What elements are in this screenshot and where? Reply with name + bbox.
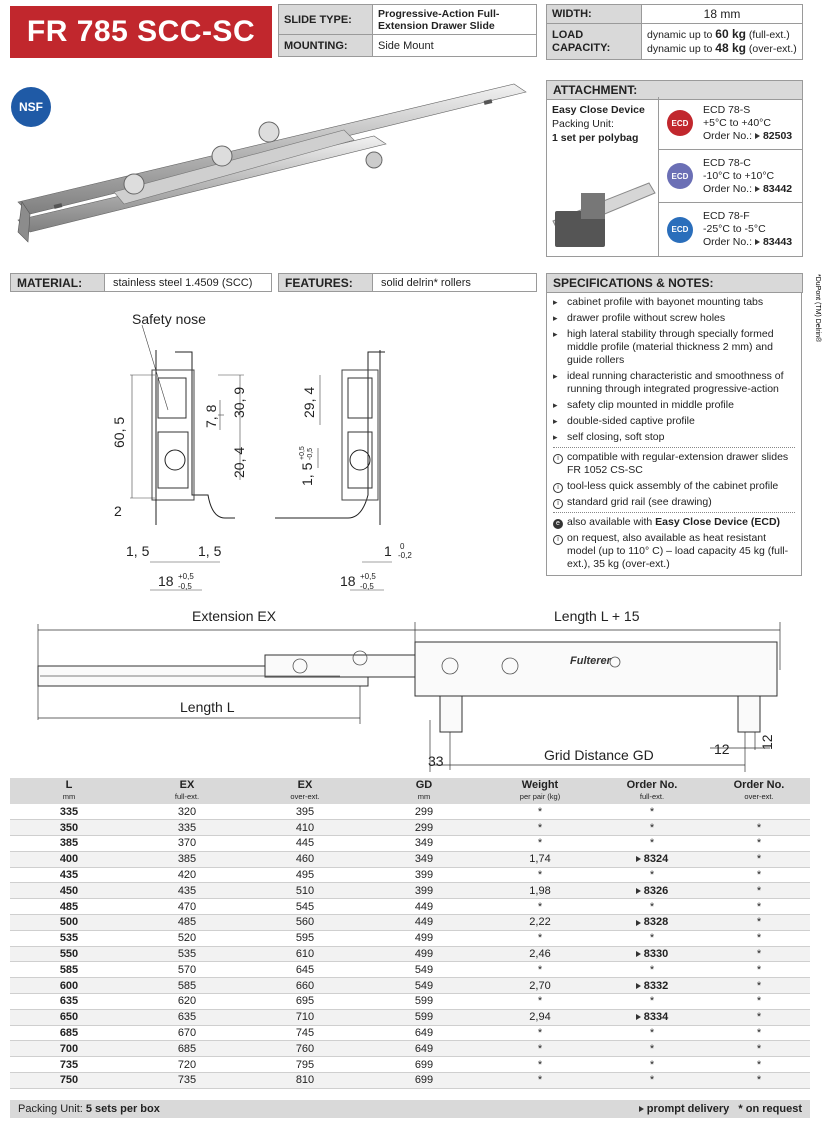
table-cell: 410 [246,820,364,836]
table-footer [10,1100,810,1118]
table-row [10,1025,810,1041]
table-cell: 699 [364,1073,484,1089]
table-cell: * [708,1041,810,1057]
table-cell: 635 [10,994,128,1010]
attachment-panel [546,97,803,257]
table-cell: * [484,1025,596,1041]
table-cell: * [596,867,708,883]
svg-text:33: 33 [428,753,444,769]
table-cell: * [596,994,708,1010]
table-cell: * [484,820,596,836]
spec-bullet: ▸ double-sided captive profile [553,415,695,427]
svg-text:12: 12 [714,741,730,757]
table-cell: 435 [128,883,246,899]
table-cell: 510 [246,883,364,899]
product-image [14,82,538,252]
svg-text:1, 5: 1, 5 [299,462,315,486]
table-cell: 299 [364,804,484,820]
table-cell: 610 [246,946,364,962]
table-row [10,851,810,867]
table-row [10,962,810,978]
table-cell: 720 [128,1057,246,1073]
delrin-footnote [806,270,820,430]
table-cell: 8324 [596,851,708,867]
table-cell: 535 [10,930,128,946]
table-cell: * [484,1041,596,1057]
table-cell: 445 [246,836,364,852]
table-cell: * [596,1025,708,1041]
table-cell: * [708,851,810,867]
table-row [10,1009,810,1025]
features-label: FEATURES: [278,273,373,292]
table-row [10,804,810,820]
table-cell: * [708,994,810,1010]
svg-text:1, 5: 1, 5 [198,543,222,559]
table-cell: 549 [364,962,484,978]
table-cell: 400 [10,851,128,867]
column-header: EX over-ext. [246,778,364,804]
table-cell: * [596,836,708,852]
table-cell: 8334 [596,1009,708,1025]
table-cell: * [596,962,708,978]
table-cell: 399 [364,867,484,883]
ecd-note: e also available with Easy Close Device (ECD) [553,516,795,529]
svg-text:+0,5: +0,5 [360,572,376,581]
table-cell: * [708,883,810,899]
features-value: solid delrin* rollers [373,273,537,292]
table-row [10,1073,810,1089]
material-value: stainless steel 1.4509 (SCC) [105,273,272,292]
svg-text:29, 4: 29, 4 [301,386,317,418]
table-cell: 2,94 [484,1009,596,1025]
column-header: L mm [10,778,128,804]
table-cell: 299 [364,820,484,836]
table-cell: * [708,899,810,915]
table-cell: 2,46 [484,946,596,962]
table-cell: 810 [246,1073,364,1089]
table-cell: 2,70 [484,978,596,994]
svg-text:NSF: NSF [19,100,43,114]
table-row [10,930,810,946]
spec-info: i compatible with regular-extension drawer slides FR 1052 CS-SC [553,451,795,477]
ecd-temp: -25°C to -5°C [703,223,766,235]
table-cell: 499 [364,946,484,962]
svg-text:Fulterer: Fulterer [570,655,611,667]
load-label: LOAD CAPACITY: [547,24,642,60]
table-cell: 1,74 [484,851,596,867]
table-cell: * [708,836,810,852]
table-cell: 8330 [596,946,708,962]
column-header: Weight per pair (kg) [484,778,596,804]
table-cell: 560 [246,915,364,931]
ecd-order: Order No.: 82503 [703,129,793,142]
table-cell: 570 [128,962,246,978]
table-cell: 635 [128,1009,246,1025]
svg-text:7, 8: 7, 8 [203,404,219,428]
load-value: dynamic up to 60 kg (full-ext.) dynamic up to 48 kg (over-ext.) [642,24,803,60]
specs-header: SPECIFICATIONS & NOTES: [546,273,803,293]
ecd-item [659,203,803,256]
svg-text:2: 2 [114,503,122,519]
table-cell: 320 [128,804,246,820]
table-cell: 585 [128,978,246,994]
table-cell: 700 [10,1041,128,1057]
slide-table [10,778,810,1089]
table-cell: * [484,836,596,852]
table-cell: * [708,930,810,946]
features-row [278,273,537,292]
table-cell: * [708,962,810,978]
material-row [10,273,272,292]
table-cell: * [484,994,596,1010]
ecd-name: ECD 78-F [703,210,750,222]
table-row [10,836,810,852]
ecd-order: Order No.: 83443 [703,236,793,248]
svg-text:1: 1 [384,543,392,559]
svg-text:*DuPont (TM) Delrin®: *DuPont (TM) Delrin® [814,274,821,343]
svg-text:60, 5: 60, 5 [111,416,127,448]
table-cell: * [708,978,810,994]
slide-info-table [278,4,537,57]
table-cell: * [596,930,708,946]
table-cell: 370 [128,836,246,852]
table-cell: * [596,804,708,820]
table-cell: * [484,1073,596,1089]
slide-table-wrap [10,778,810,1089]
table-cell: 420 [128,867,246,883]
ecd-name: ECD 78-S [703,103,751,116]
spec-bullet: ▸ drawer profile without screw holes [553,312,726,324]
svg-text:0: 0 [400,542,405,551]
column-header: Order No. over-ext. [708,778,810,804]
table-cell: 670 [128,1025,246,1041]
side-view-drawing [10,600,810,775]
table-cell: 650 [10,1009,128,1025]
table-row [10,867,810,883]
table-cell: 745 [246,1025,364,1041]
table-cell: 600 [10,978,128,994]
svg-text:Safety nose: Safety nose [132,311,206,327]
table-row [10,899,810,915]
width-value: 18 mm [642,5,803,24]
ecd-temp: -10°C to +10°C [703,169,775,182]
svg-text:+0,5: +0,5 [299,446,306,460]
table-cell: * [708,915,810,931]
table-cell: 435 [10,867,128,883]
table-cell: 399 [364,883,484,899]
spec-bullet: ▸ high lateral stability through specially formed middle profile (material thickness 2 mm) and guide rollers [553,328,774,366]
packing-unit-note: Packing Unit: 5 sets per box [18,1103,160,1115]
ecd-title: Easy Close Device [552,104,645,116]
table-cell: 395 [246,804,364,820]
prompt-delivery-icon [639,1106,644,1112]
ecd-temp: +5°C to +40°C [703,116,771,129]
table-cell: 460 [246,851,364,867]
table-cell: 349 [364,836,484,852]
table-cell: * [708,1073,810,1089]
ecd-badge-icon: ECD [667,163,693,189]
table-cell: 595 [246,930,364,946]
ecd-name: ECD 78-C [703,156,751,169]
table-cell: 449 [364,899,484,915]
heat-note: i on request, also available as heat resistant model (up to 110° C) – load capacity 45 kg (full-ext.), 35 kg (over-ext.) [553,532,795,571]
table-cell: 685 [128,1041,246,1057]
table-cell: 645 [246,962,364,978]
spec-info: i tool-less quick assembly of the cabinet profile [553,480,795,493]
column-header: Order No. full-ext. [596,778,708,804]
table-cell: 599 [364,1009,484,1025]
svg-text:Extension EX: Extension EX [192,608,277,624]
table-cell: * [596,1041,708,1057]
table-cell: 449 [364,915,484,931]
spec-info: i standard grid rail (see drawing) [553,496,795,509]
table-cell: 735 [128,1073,246,1089]
ecd-packing-label: Packing Unit: [552,118,614,130]
spec-bullet: ▸ self closing, soft stop [553,431,665,443]
legend-note: prompt delivery * on request [639,1103,802,1115]
ecd-order: Order No.: 83442 [703,182,793,195]
table-cell: 620 [128,994,246,1010]
table-cell: * [596,1057,708,1073]
mounting-label: MOUNTING: [279,35,373,57]
slide-type-value: Progressive-Action Full-Extension Drawer Slide [373,5,537,35]
table-cell: 549 [364,978,484,994]
table-row [10,1057,810,1073]
table-cell: 1,98 [484,883,596,899]
table-cell: 349 [364,851,484,867]
table-cell: * [484,1057,596,1073]
table-cell: 685 [10,1025,128,1041]
table-cell: 599 [364,994,484,1010]
table-cell: 535 [128,946,246,962]
table-cell: 695 [246,994,364,1010]
svg-text:12: 12 [759,734,775,750]
table-cell: 495 [246,867,364,883]
table-cell: 499 [364,930,484,946]
table-row [10,1041,810,1057]
table-cell: 585 [10,962,128,978]
spec-bullet: ▸ ideal running characteristic and smoothness of running through integrated progressive-action [553,370,784,395]
spec-bullet: ▸ cabinet profile with bayonet mounting tabs [553,296,764,308]
table-cell [708,804,810,820]
table-cell: * [708,1025,810,1041]
table-cell: 385 [10,836,128,852]
table-cell: 385 [128,851,246,867]
spec-bullet: ▸ safety clip mounted in middle profile [553,399,734,411]
table-cell: 550 [10,946,128,962]
svg-text:-0,5: -0,5 [178,582,192,591]
table-cell: 760 [246,1041,364,1057]
table-cell: 649 [364,1041,484,1057]
width-label: WIDTH: [547,5,642,24]
table-cell: * [708,820,810,836]
ecd-item [659,150,803,203]
table-cell: 735 [10,1057,128,1073]
svg-text:18: 18 [158,573,174,589]
table-cell: * [484,867,596,883]
svg-text:Length L + 15: Length L + 15 [554,608,640,624]
table-cell: 710 [246,1009,364,1025]
mounting-value: Side Mount [373,35,537,57]
table-cell: * [484,930,596,946]
table-cell: * [596,899,708,915]
table-cell: * [484,962,596,978]
ecd-list [659,97,803,256]
ecd-badge-icon: ECD [667,217,693,243]
table-row [10,915,810,931]
table-cell: 545 [246,899,364,915]
table-row [10,946,810,962]
table-cell: 2,22 [484,915,596,931]
svg-text:-0,5: -0,5 [307,447,314,460]
table-cell: 699 [364,1057,484,1073]
slide-type-label: SLIDE TYPE: [279,5,373,35]
table-cell: * [708,1057,810,1073]
table-row [10,883,810,899]
table-cell: 8326 [596,883,708,899]
table-cell: * [596,1073,708,1089]
svg-text:-0,2: -0,2 [398,551,412,560]
svg-text:Grid Distance GD: Grid Distance GD [544,747,654,763]
svg-text:18: 18 [340,573,356,589]
ecd-item [659,97,803,150]
table-row [10,820,810,836]
svg-text:+0,5: +0,5 [178,572,194,581]
table-cell: * [484,899,596,915]
table-cell: * [596,820,708,836]
table-cell: 485 [10,899,128,915]
table-cell: * [708,1009,810,1025]
svg-text:20, 4: 20, 4 [231,446,247,478]
table-cell: 485 [128,915,246,931]
svg-text:-0,5: -0,5 [360,582,374,591]
ecd-badge-icon: ECD [667,110,693,136]
table-cell: 649 [364,1025,484,1041]
svg-text:1, 5: 1, 5 [126,543,150,559]
table-cell: 795 [246,1057,364,1073]
table-cell: * [708,946,810,962]
ecd-packing-value: 1 set per polybag [552,132,639,144]
product-title: FR 785 SCC-SC [10,6,272,58]
table-cell: 8332 [596,978,708,994]
material-label: MATERIAL: [10,273,105,292]
capacity-table [546,4,803,60]
cross-section-drawing [100,300,420,595]
table-cell: 500 [10,915,128,931]
table-cell: 335 [10,804,128,820]
table-cell: 520 [128,930,246,946]
column-header: EX full-ext. [128,778,246,804]
table-cell: 660 [246,978,364,994]
table-cell: * [708,867,810,883]
svg-text:Length L: Length L [180,699,235,715]
table-row [10,978,810,994]
ecd-photo [551,175,655,253]
table-cell: 450 [10,883,128,899]
table-cell: * [484,804,596,820]
attachment-header: ATTACHMENT: [546,80,803,100]
specs-panel [546,292,802,576]
svg-text:30, 9: 30, 9 [231,386,247,418]
table-cell: 350 [10,820,128,836]
table-cell: 470 [128,899,246,915]
column-header: GD mm [364,778,484,804]
table-cell: 8328 [596,915,708,931]
table-cell: 750 [10,1073,128,1089]
table-row [10,994,810,1010]
table-cell: 335 [128,820,246,836]
